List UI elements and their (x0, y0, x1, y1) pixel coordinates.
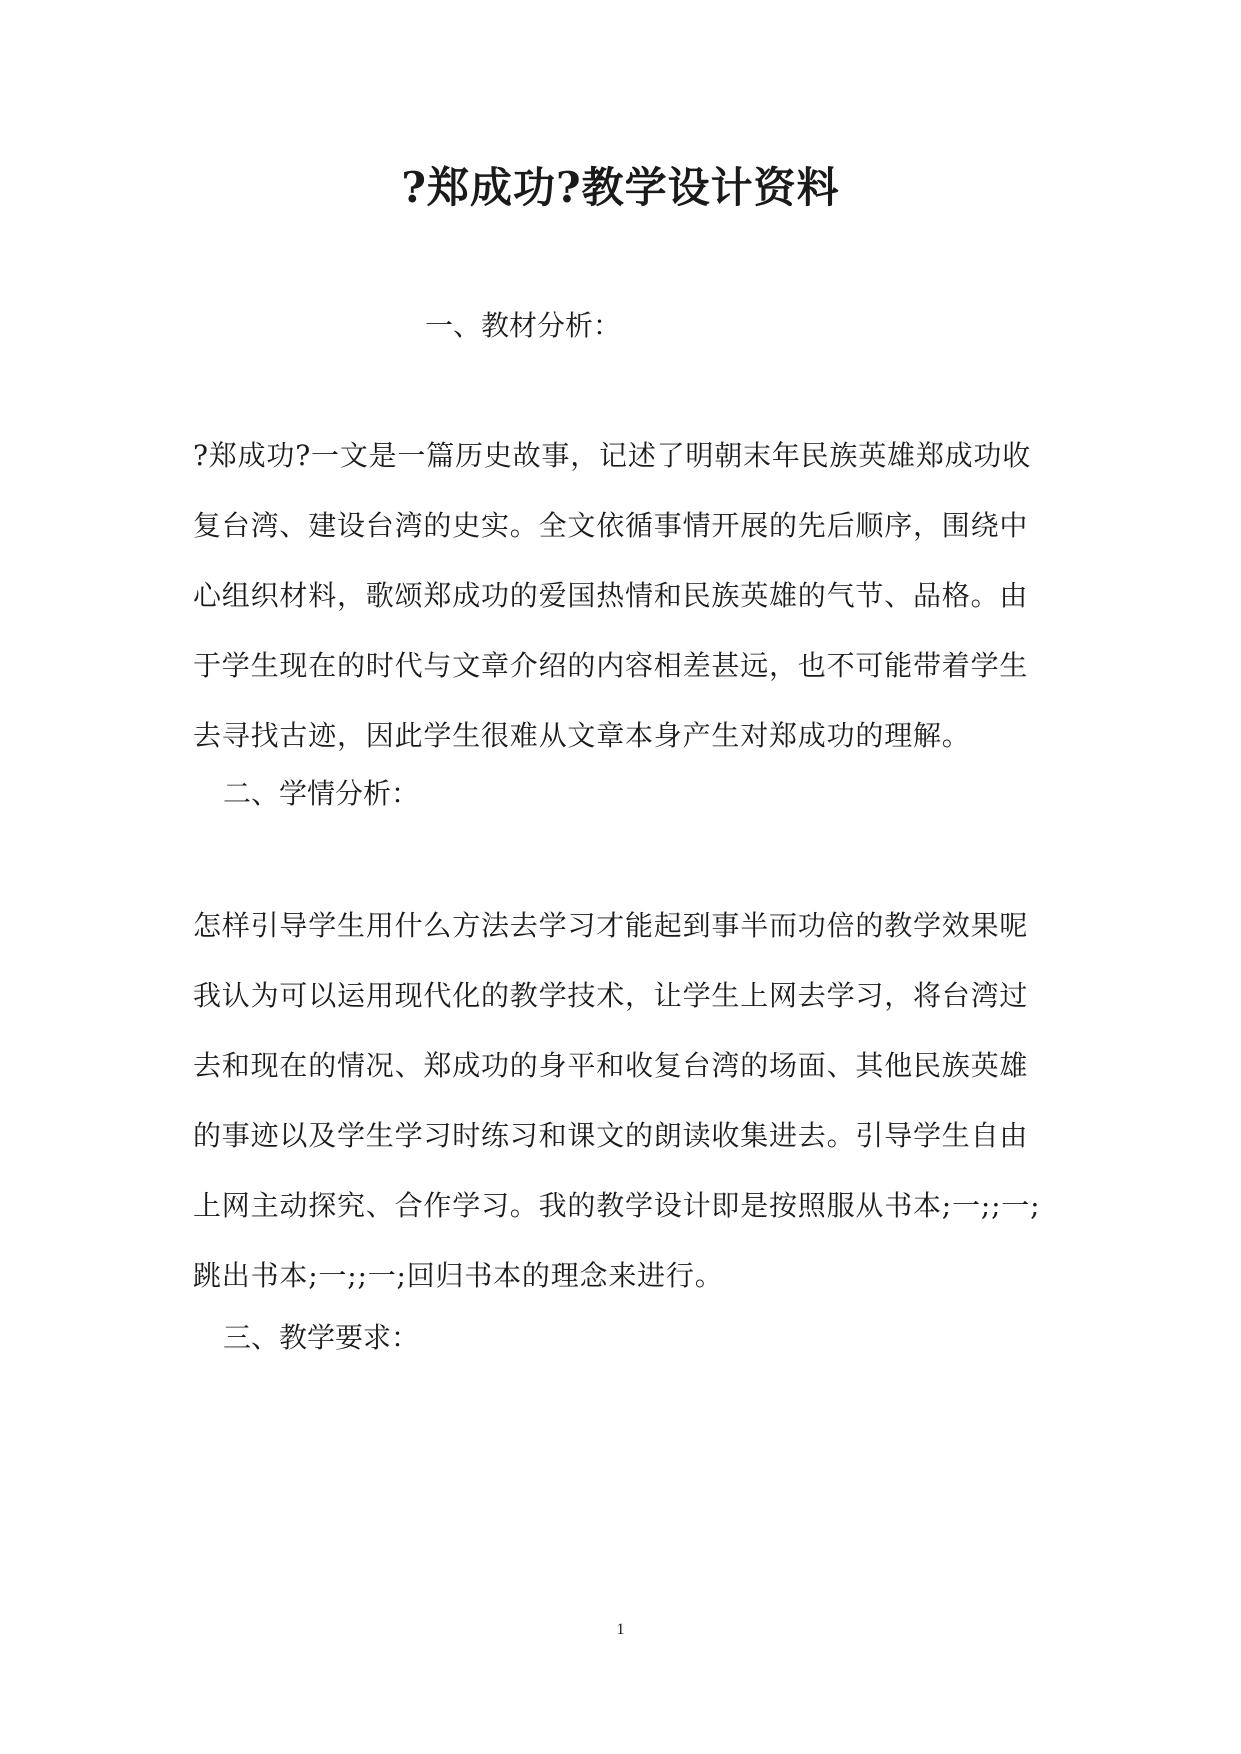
paragraph-line: 去和现在的情况、郑成功的身平和收复台湾的场面、其他民族英雄 (193, 1049, 1029, 1082)
paragraph-line: 心组织材料，歌颂郑成功的爱国热情和民族英雄的气节、品格。由 (193, 579, 1029, 612)
document-title: ?郑成功?教学设计资料 (401, 163, 840, 212)
paragraph-line: 的事迹以及学生学习时练习和课文的朗读收集进去。引导学生自由 (193, 1119, 1029, 1152)
paragraph-line: 去寻找古迹，因此学生很难从文章本身产生对郑成功的理解。 (193, 719, 971, 752)
paragraph-line: 复台湾、建设台湾的史实。全文依循事情开展的先后顺序，围绕中 (193, 509, 1029, 542)
paragraph-line: 跳出书本;一;;一;回归书本的理念来进行。 (193, 1259, 724, 1292)
page-number: 1 (616, 1621, 625, 1638)
paragraph-textbook-analysis (193, 436, 1073, 786)
section-heading-textbook-analysis: 一、教材分析： (425, 309, 622, 342)
paragraph-student-analysis (193, 906, 1073, 1326)
paragraph-line: 于学生现在的时代与文章介绍的内容相差甚远，也不可能带着学生 (193, 649, 1029, 682)
paragraph-line: 怎样引导学生用什么方法去学习才能起到事半而功倍的教学效果呢 (193, 909, 1029, 942)
paragraph-line: 我认为可以运用现代化的教学技术，让学生上网去学习，将台湾过 (193, 979, 1029, 1012)
paragraph-line: ?郑成功?一文是一篇历史故事，记述了明朝末年民族英雄郑成功收 (193, 439, 1032, 472)
paragraph-line: 上网主动探究、合作学习。我的教学设计即是按照服从书本;一;;一; (193, 1189, 1041, 1222)
section-heading-teaching-requirements: 三、教学要求： (223, 1321, 420, 1354)
section-heading-student-analysis: 二、学情分析： (223, 777, 420, 810)
